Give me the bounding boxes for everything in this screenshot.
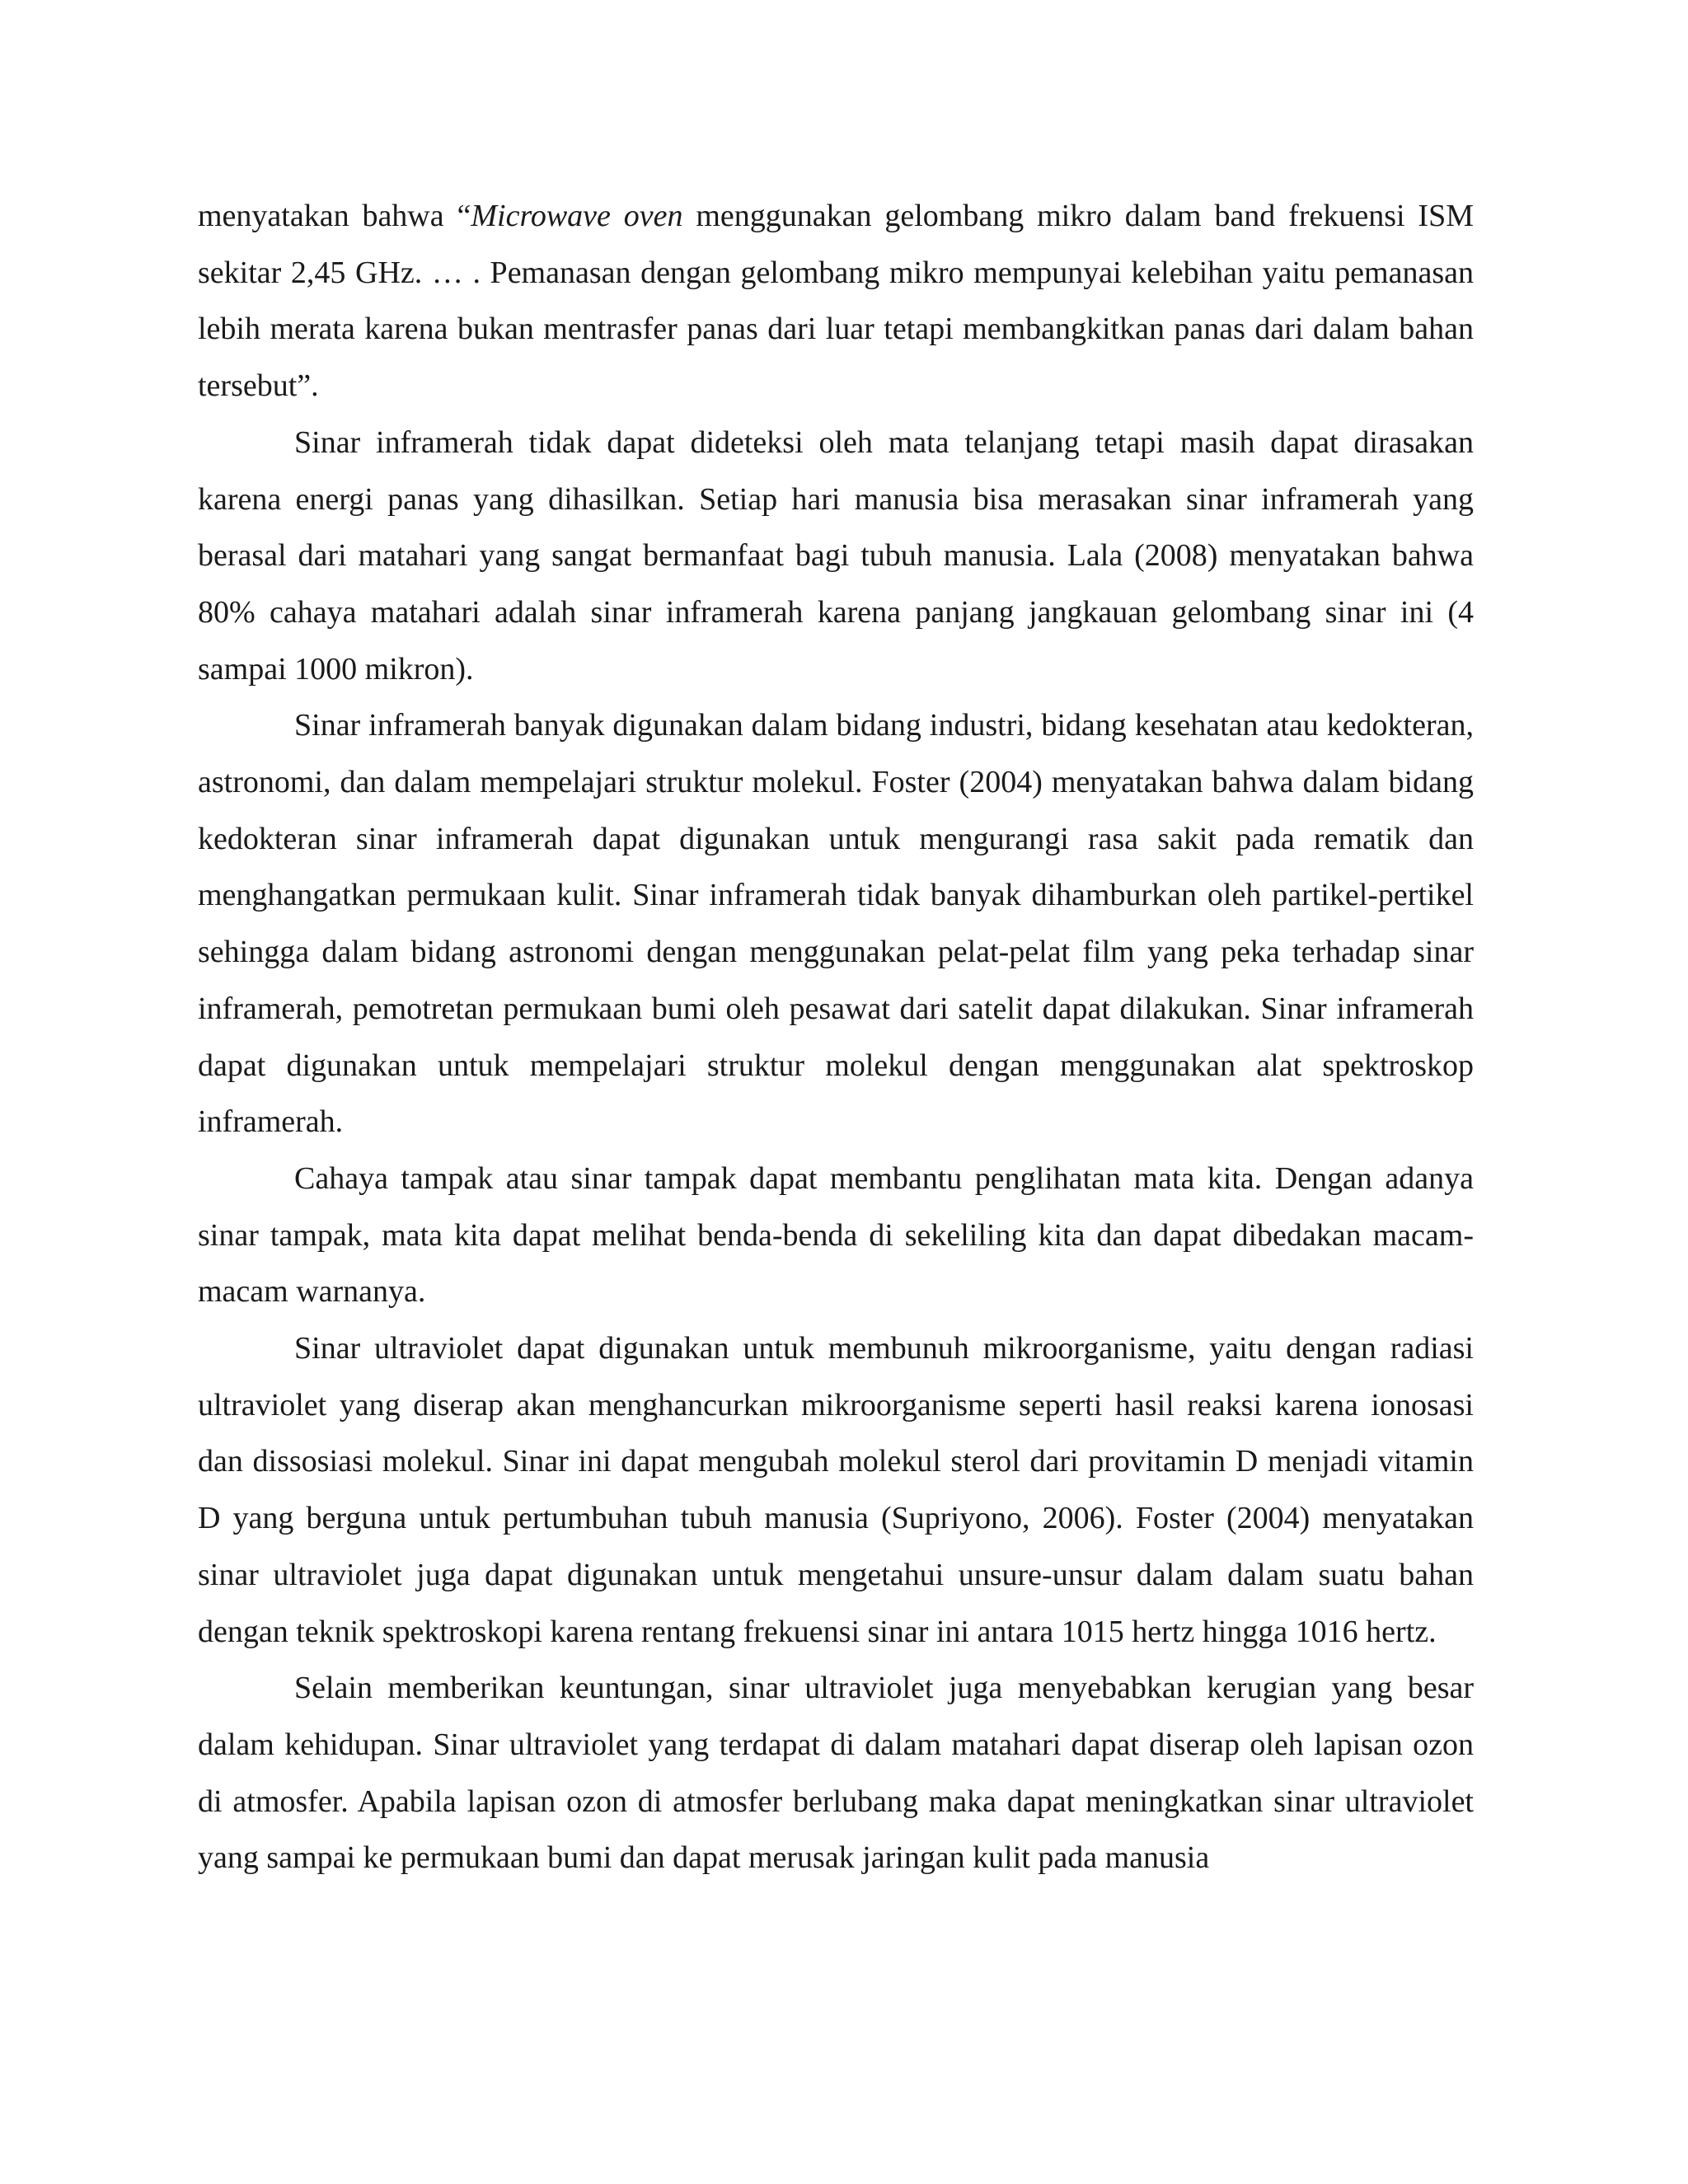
paragraph-ultraviolet-harm: Selain memberikan keuntungan, sinar ultraviolet juga menyebabkan kerugian yang besar dalam kehidupan. Sinar ultraviolet yang terdapat di dalam matahari dapat diserap oleh lapisan ozon di atmosfer. Apabila lapisan ozon di atmosfer berlubang maka dapat meningkatkan sinar ultraviolet yang sampai ke permukaan bumi dan dapat merusak jaringan kulit pada manusia bbox=[198, 1671, 1474, 1876]
paragraph-infrared-intro: Sinar inframerah tidak dapat dideteksi oleh mata telanjang tetapi masih dapat dirasakan karena energi panas yang dihasilkan. Setiap hari manusia bisa merasakan sinar inframerah yang berasal dari matahari yang sangat bermanfaat bagi tubuh manusia. Lala (2008) menyatakan bahwa 80% cahaya matahari adalah sinar inframerah karena panjang jangkauan gelombang sinar ini (4 sampai 1000 mikron). bbox=[198, 424, 1474, 687]
microwave-oven-term: Microwave oven bbox=[471, 199, 683, 233]
paragraph-ultraviolet-uses: Sinar ultraviolet dapat digunakan untuk membunuh mikroorganisme, yaitu dengan radiasi ultraviolet yang diserap akan menghancurkan mikroorganisme seperti hasil reaksi karena ionosasi dan dissosiasi molekul. Sinar ini dapat mengubah molekul sterol dari provitamin D menjadi vitamin D yang berguna untuk pertumbuhan tubuh manusia (Supriyono, 2006). Foster (2004) menyatakan sinar ultraviolet juga dapat digunakan untuk mengetahui unsure-unsur dalam dalam suatu bahan dengan teknik spektroskopi karena rentang frekuensi sinar ini antara 1015 hertz hingga 1016 hertz. bbox=[198, 1331, 1474, 1649]
paragraph-infrared-uses: Sinar inframerah banyak digunakan dalam bidang industri, bidang kesehatan atau kedokteran, astronomi, dan dalam mempelajari struktur molekul. Foster (2004) menyatakan bahwa dalam bidang kedokteran sinar inframerah dapat digunakan untuk mengurangi rasa sakit pada rematik dan menghangatkan permukaan kulit. Sinar inframerah tidak banyak dihamburkan oleh partikel-pertikel sehingga dalam bidang astronomi dengan menggunakan pelat-pelat film yang peka terhadap sinar inframerah, pemotretan permukaan bumi oleh pesawat dari satelit dapat dilakukan. Sinar inframerah dapat digunakan untuk mempelajari struktur molekul dengan menggunakan alat spektroskop inframerah. bbox=[198, 708, 1474, 1140]
paragraph-text: menggunakan gelombang mikro dalam band frekuensi ISM sekitar 2,45 GHz. … . Pemanasan dengan gelombang mikro mempunyai kelebihan yaitu pemanasan lebih merata karena bukan mentrasfer panas dari luar tetapi membangkitkan panas dari dalam bahan tersebut”. bbox=[198, 199, 1474, 404]
paragraph-microwave bbox=[198, 188, 1474, 415]
paragraph-visible-light: Cahaya tampak atau sinar tampak dapat membantu penglihatan mata kita. Dengan adanya sinar tampak, mata kita dapat melihat benda-benda di sekeliling kita dan dapat dibedakan macam-macam warnanya. bbox=[198, 1160, 1474, 1310]
document-body bbox=[198, 188, 1474, 1886]
paragraph-lead: menyatakan bahwa “ bbox=[198, 199, 471, 233]
